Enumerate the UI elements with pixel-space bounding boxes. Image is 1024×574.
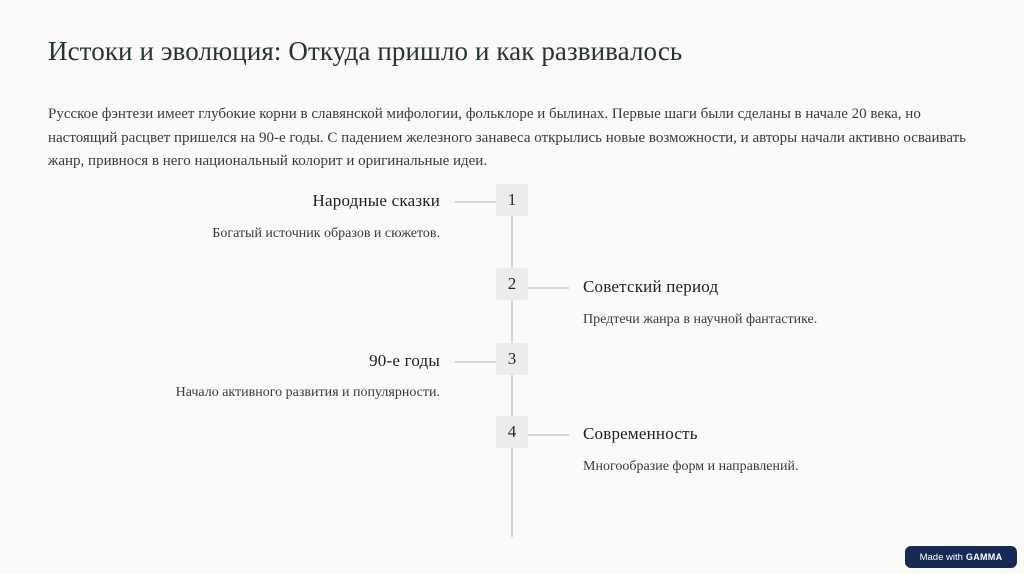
step-title: Народные сказки [312, 191, 440, 210]
timeline-connector [455, 361, 497, 363]
step-title: 90-е годы [369, 351, 440, 370]
step-description: Предтечи жанра в научной фантастике. [583, 312, 818, 327]
timeline-connector [527, 287, 569, 289]
step-number-box: 2 [496, 268, 528, 300]
intro-paragraph: Русское фэнтези имеет глубокие корни в славянской мифологии, фольклоре и былинах. Первые шаги были сделаны в начале 20 века, но настоящий расцвет пришелся на 90-е годы. С падением железного занавеса открылись новые возможности, и авторы начали активно осваивать жанр, привнося в него национальный колорит и оригинальные идеи. [48, 106, 967, 169]
page-title: Истоки и эволюция: Откуда пришло и как развивалось [48, 36, 683, 66]
timeline-connector [527, 434, 569, 436]
step-number-box: 1 [496, 184, 528, 216]
step-description: Многообразие форм и направлений. [583, 459, 799, 474]
step-number-box: 4 [496, 416, 528, 448]
step-description: Богатый источник образов и сюжетов. [212, 226, 440, 241]
step-number-box: 3 [496, 343, 528, 375]
timeline-connector [455, 201, 497, 203]
step-title: Советский период [583, 277, 719, 296]
made-with-gamma-badge[interactable] [905, 546, 1017, 568]
gamma-logo: GAMMA [965, 552, 1003, 562]
badge-prefix: Made with [919, 551, 963, 563]
step-description: Начало активного развития и популярности. [175, 385, 440, 400]
step-title: Современность [583, 424, 698, 443]
